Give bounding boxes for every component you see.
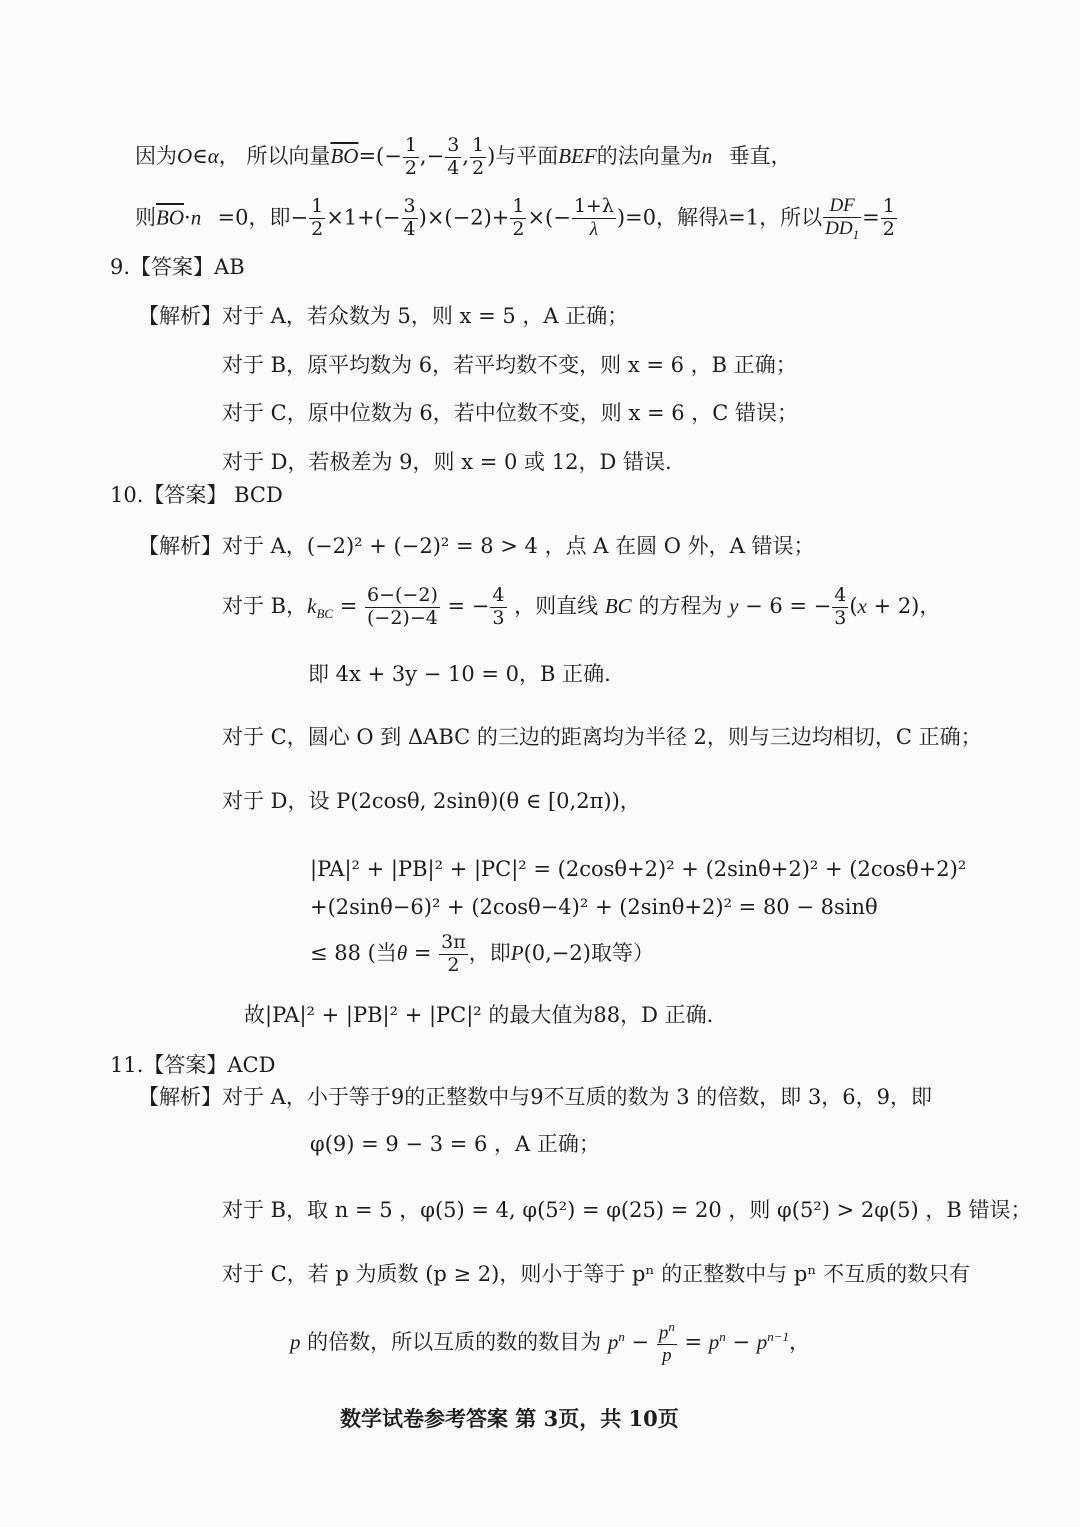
- q10-derivation-3: ≤ 88 (当θ = $\frac{3\pi}{2}$ ，即P(0,−2)取等）: [310, 931, 654, 976]
- q10-analysis-b: 对于 B，$k_{BC}$ = $\frac{6-(-2)}{(-2)-4}$ = − $\frac{4}{3}$ ，则直线 BC 的方程为 y − 6 = − $\frac{4}{3}$ (x + 2)，: [222, 584, 941, 629]
- q11-analysis-a2: φ(9) = 9 − 3 = 6 ，A 正确；: [310, 1132, 600, 1156]
- q11-analysis-b: 对于 B，取 n = 5 ，φ(5) = 4, φ(5²) = φ(25) = 20 ，则 φ(5²) > 2φ(5) ，B 错误；: [222, 1198, 1032, 1222]
- q10-analysis-c: 对于 C，圆心 O 到 ΔABC 的三边的距离均为半径 2，则与三边均相切，C 正确；: [222, 725, 982, 749]
- q10-analysis-b2: 即 4x + 3y − 10 = 0，B 正确.: [308, 662, 611, 686]
- q11-analysis-a: 【解析】对于 A，小于等于9的正整数中与9不互质的数为 3 的倍数，即 3，6，9，即: [138, 1085, 933, 1109]
- q10-answer: 10.【答案】 BCD: [110, 483, 283, 507]
- q9-analysis-b: 对于 B，原平均数为 6，若平均数不变，则 x = 6 ，B 正确；: [222, 353, 797, 377]
- q9-analysis-a: 【解析】对于 A，若众数为 5，则 x = 5 ，A 正确；: [138, 304, 629, 328]
- q9-analysis-d: 对于 D，若极差为 9，则 x = 0 或 12，D 错误.: [222, 450, 672, 474]
- q10-analysis-a: 【解析】对于 A，(−2)² + (−2)² = 8 > 4 ，点 A 在圆 O 外，A 错误；: [138, 534, 815, 558]
- q10-derivation-2: +(2sinθ−6)² + (2cosθ−4)² + (2sinθ+2)² = 80 − 8sinθ: [310, 895, 878, 919]
- q10-conclusion: 故|PA|² + |PB|² + |PC|² 的最大值为88，D 正确.: [244, 1003, 714, 1027]
- page-footer: 数学试卷参考答案 第 3页，共 10页: [340, 1406, 679, 1431]
- q11-analysis-c: 对于 C，若 p 为质数 (p ≥ 2)，则小于等于 pⁿ 的正整数中与 pⁿ 不互质的数只有: [222, 1262, 971, 1286]
- q9-answer: 9.【答案】AB: [110, 255, 245, 279]
- line-2: 则$\overline{BO}\cdot n⃗=0$，即− $\frac{1}{2}$ ×1+(− $\frac{3}{4}$ )×(−2)+ $\frac{1}{2}$ ×(− $\frac{1+\lambda}{\lambda}$ )=0，解得λ=1，所以 $\frac{DF}{DD_1}$ = $\frac{1}{2}$: [135, 195, 895, 242]
- q11-answer: 11.【答案】ACD: [110, 1053, 276, 1077]
- q9-analysis-c: 对于 C，原中位数为 6，若中位数不变，则 x = 6 ，C 错误；: [222, 401, 799, 425]
- q10-analysis-d: 对于 D，设 P(2cosθ, 2sinθ)(θ ∈ [0,2π))，: [222, 789, 641, 813]
- q10-derivation-1: |PA|² + |PB|² + |PC|² = (2cosθ+2)² + (2sinθ+2)² + (2cosθ+2)²: [310, 857, 967, 881]
- q11-analysis-c2: p 的倍数，所以互质的数的数目为 $p^n$ − $\frac{p^n}{p}$ = $p^n - p^{n-1}$，: [290, 1319, 810, 1367]
- line-1: 因为O∈α， 所以向量$\overline{BO}=(-$ $\frac{1}{2}$ ,− $\frac{3}{4}$ , $\frac{1}{2}$ )与平面BEF的法向量为n⃗垂直，: [135, 134, 792, 179]
